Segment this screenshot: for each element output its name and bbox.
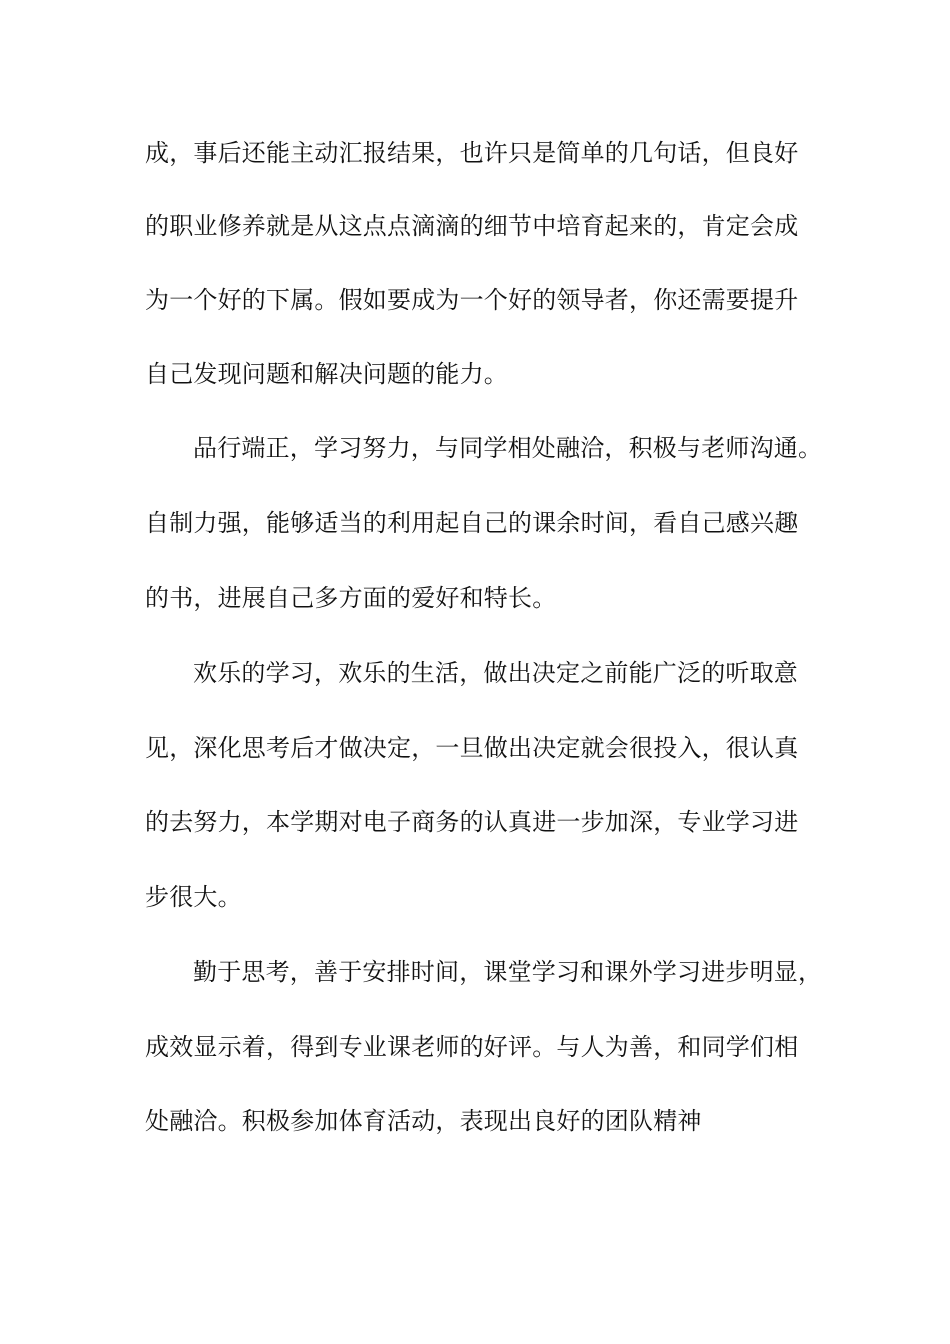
paragraph-1-line-1: 成，事后还能主动汇报结果，也许只是简单的几句话，但良好: [145, 139, 799, 167]
paragraph-4-line-2: 成效显示着，得到专业课老师的好评。与人为善，和同学们相: [145, 1033, 799, 1061]
paragraph-3-line-3: 的去努力，本学期对电子商务的认真进一步加深，专业学习进: [145, 808, 799, 836]
paragraph-4-line-1: 勤于思考，善于安排时间，课堂学习和课外学习进步明显，: [193, 958, 823, 986]
paragraph-2-line-2: 自制力强，能够适当的利用起自己的课余时间，看自己感兴趣: [145, 509, 799, 537]
paragraph-3-line-2: 见，深化思考后才做决定，一旦做出决定就会很投入，很认真: [145, 734, 799, 762]
paragraph-1-line-4: 自己发现问题和解决问题的能力。: [145, 360, 508, 388]
paragraph-1-line-2: 的职业修养就是从这点点滴滴的细节中培育起来的，肯定会成: [145, 212, 799, 240]
paragraph-2-line-1: 品行端正，学习努力，与同学相处融洽，积极与老师沟通。: [193, 434, 823, 462]
paragraph-4-line-3: 处融洽。积极参加体育活动，表现出良好的团队精神: [145, 1107, 702, 1135]
paragraph-3-line-1: 欢乐的学习，欢乐的生活，做出决定之前能广泛的听取意: [193, 659, 798, 687]
paragraph-3-line-4: 步很大。: [145, 883, 242, 911]
paragraph-2-line-3: 的书，进展自己多方面的爱好和特长。: [145, 584, 557, 612]
paragraph-1-line-3: 为一个好的下属。假如要成为一个好的领导者，你还需要提升: [145, 286, 799, 314]
